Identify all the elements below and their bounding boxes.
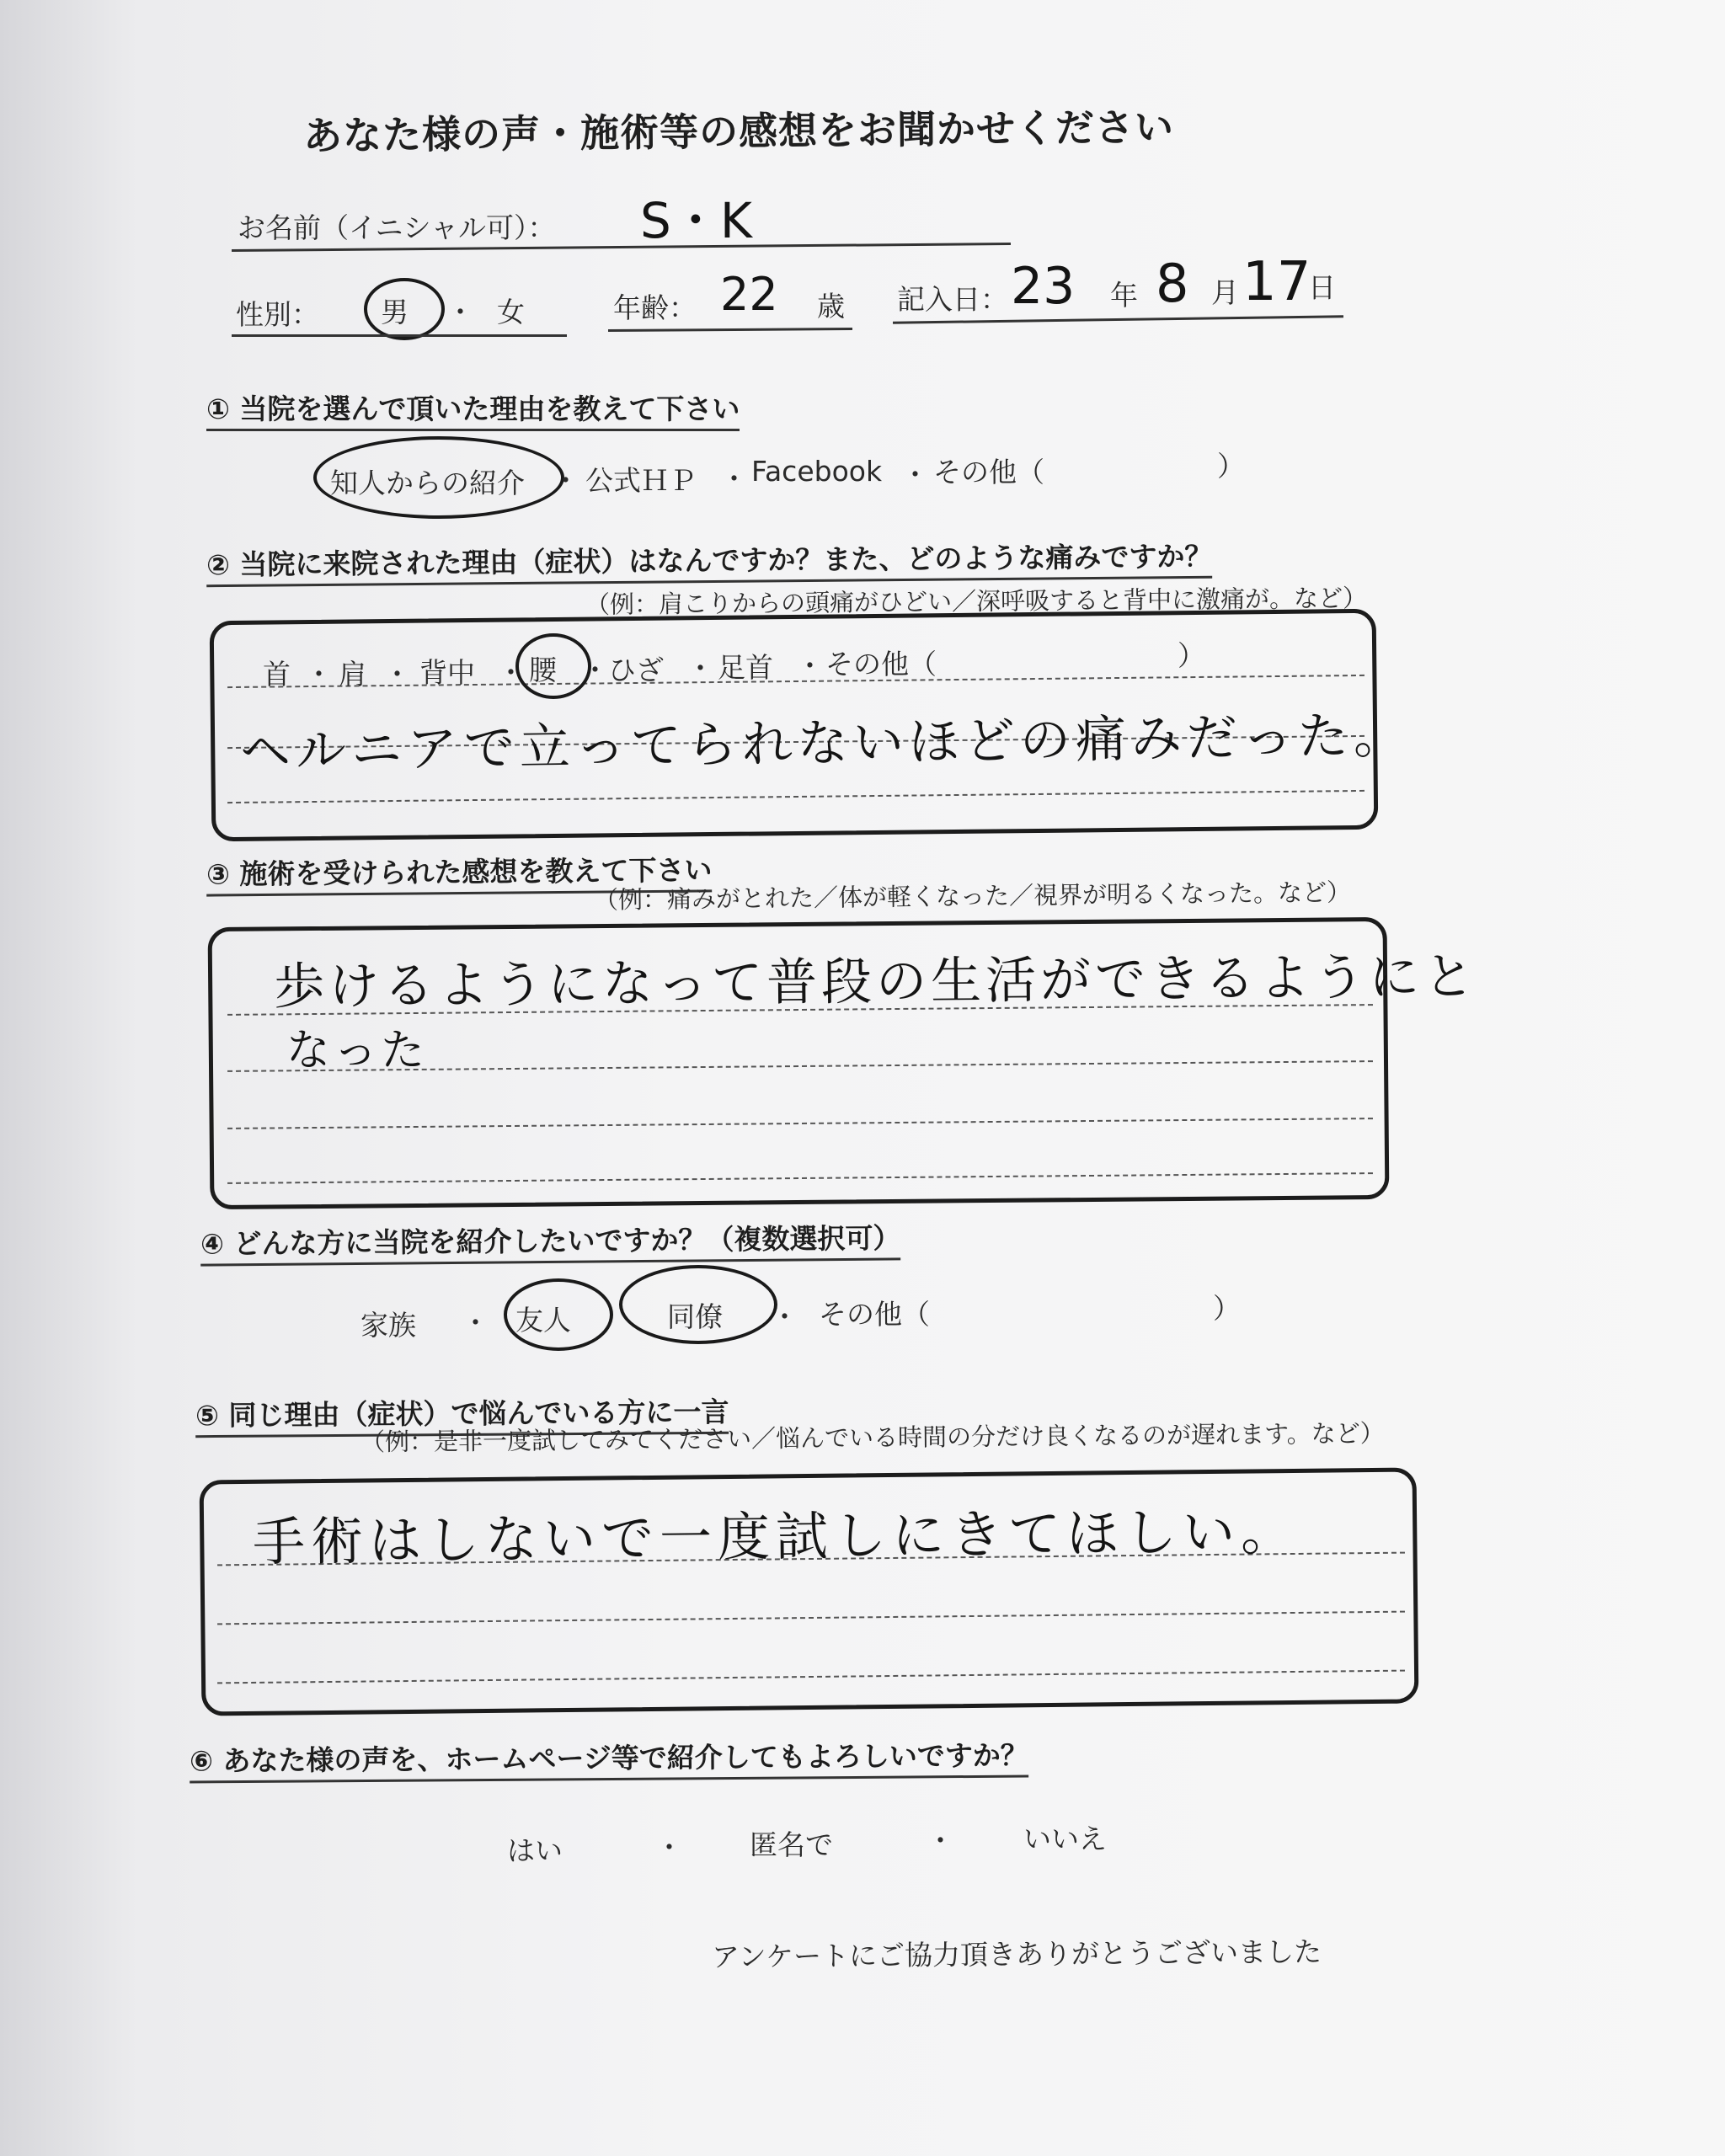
q1-heading: ① 当院を選んで頂いた理由を教えて下さい xyxy=(206,387,740,431)
name-label: お名前（イニシャル可）： xyxy=(238,211,556,244)
q2-sep: ・ xyxy=(305,658,333,691)
q6-sep: ・ xyxy=(655,1831,683,1864)
age-value: 22 xyxy=(720,268,778,321)
q1-option-other: その他（ xyxy=(933,456,1044,488)
q6-heading: ⑥ あなた様の声を、ホームページ等で紹介してもよろしいですか？ xyxy=(190,1734,1028,1784)
q4-sep: ・ xyxy=(771,1300,798,1333)
q1-sep: ・ xyxy=(901,458,929,491)
q4-option-friend: 友人 xyxy=(515,1304,571,1337)
date-label: 記入日： xyxy=(897,283,1008,316)
q6-sep: ・ xyxy=(927,1824,954,1857)
q3-example: （例：痛みがとれた／体が軽くなった／視界が明るくなった。など） xyxy=(593,878,1352,915)
q2-option-knee: ひざ xyxy=(608,654,664,686)
q6-option-anonymous: 匿名で xyxy=(750,1828,833,1861)
age-label: 年齢： xyxy=(613,291,697,324)
date-month-unit: 月 xyxy=(1211,276,1239,309)
date-month: 8 xyxy=(1156,253,1189,314)
q3-answer-line2: なった xyxy=(286,1026,429,1076)
name-value: S・K xyxy=(640,192,752,249)
q4-option-colleague: 同僚 xyxy=(667,1300,723,1333)
gender-male: 男 xyxy=(381,296,409,328)
q3-answer-line1: 歩けるようになって普段の生活ができるようにと xyxy=(273,947,1479,1017)
date-year: 23 xyxy=(1011,257,1076,316)
q2-option-other: その他（ xyxy=(825,648,937,680)
q2-option-shoulder: 肩 xyxy=(339,658,366,691)
q6-option-yes: はい xyxy=(507,1834,563,1867)
gender-female: 女 xyxy=(497,296,525,328)
q1-option-hp: 公式ＨＰ xyxy=(585,464,697,497)
page-title: あなた様の声・施術等の感想をお聞かせください xyxy=(302,104,1175,159)
q2-option-back: 背中 xyxy=(419,656,475,689)
q4-sep: ・ xyxy=(462,1306,489,1339)
q3-heading: ③ 施術を受けられた感想を教えて下さい xyxy=(206,848,713,896)
q2-example: （例：肩こりからの頭痛がひどい／深呼吸すると背中に激痛が。など） xyxy=(585,583,1368,620)
q2-option-neck: 首 xyxy=(263,658,291,691)
q4-option-family: 家族 xyxy=(360,1309,416,1342)
age-underline xyxy=(608,328,852,332)
q6-option-no: いいえ xyxy=(1023,1822,1107,1855)
q2-heading: ② 当院に来院された理由（症状）はなんですか？また、どのような痛みですか？ xyxy=(206,535,1213,587)
q2-option-lower-back: 腰 xyxy=(529,654,557,686)
date-day-unit: 日 xyxy=(1308,271,1336,304)
gender-separator: ・ xyxy=(446,296,474,328)
date-year-unit: 年 xyxy=(1110,279,1138,312)
q1-option-other-close: ） xyxy=(1217,450,1245,483)
date-day: 17 xyxy=(1242,251,1311,313)
q1-option-facebook: Facebook xyxy=(751,455,883,488)
gender-underline xyxy=(232,334,567,337)
q2-option-other-close: ） xyxy=(1178,639,1205,672)
q5-heading: ⑤ 同じ理由（症状）で悩んでいる方に一言 xyxy=(195,1390,729,1438)
q1-sep: ・ xyxy=(552,464,579,497)
q2-sep: ・ xyxy=(796,649,824,682)
q5-example: （例：是非一度試してみてください／悩んでいる時間の分だけ良くなるのが遅れます。など） xyxy=(360,1418,1385,1457)
q2-sep: ・ xyxy=(581,654,609,686)
q2-sep: ・ xyxy=(686,652,714,685)
q1-option-referral: 知人からの紹介 xyxy=(330,467,525,499)
q4-option-other-close: ） xyxy=(1213,1292,1241,1325)
q2-option-ankle: 足首 xyxy=(718,651,773,684)
q4-heading: ④ どんな方に当院を紹介したいですか？（複数選択可） xyxy=(200,1216,901,1266)
footer-thanks: アンケートにご協力頂きありがとうございました xyxy=(711,1935,1322,1974)
age-unit: 歳 xyxy=(817,290,845,323)
q1-sep: ・ xyxy=(720,462,748,495)
q5-answer: 手術はしないで一度試しにきてほしい。 xyxy=(252,1500,1300,1573)
gender-label: 性別： xyxy=(236,298,319,331)
q2-sep: ・ xyxy=(383,658,411,691)
q2-sep: ・ xyxy=(497,656,525,689)
q4-option-other: その他（ xyxy=(819,1298,930,1331)
q2-answer: ヘルニアで立ってられないほどの痛みだった。 xyxy=(239,706,1410,782)
